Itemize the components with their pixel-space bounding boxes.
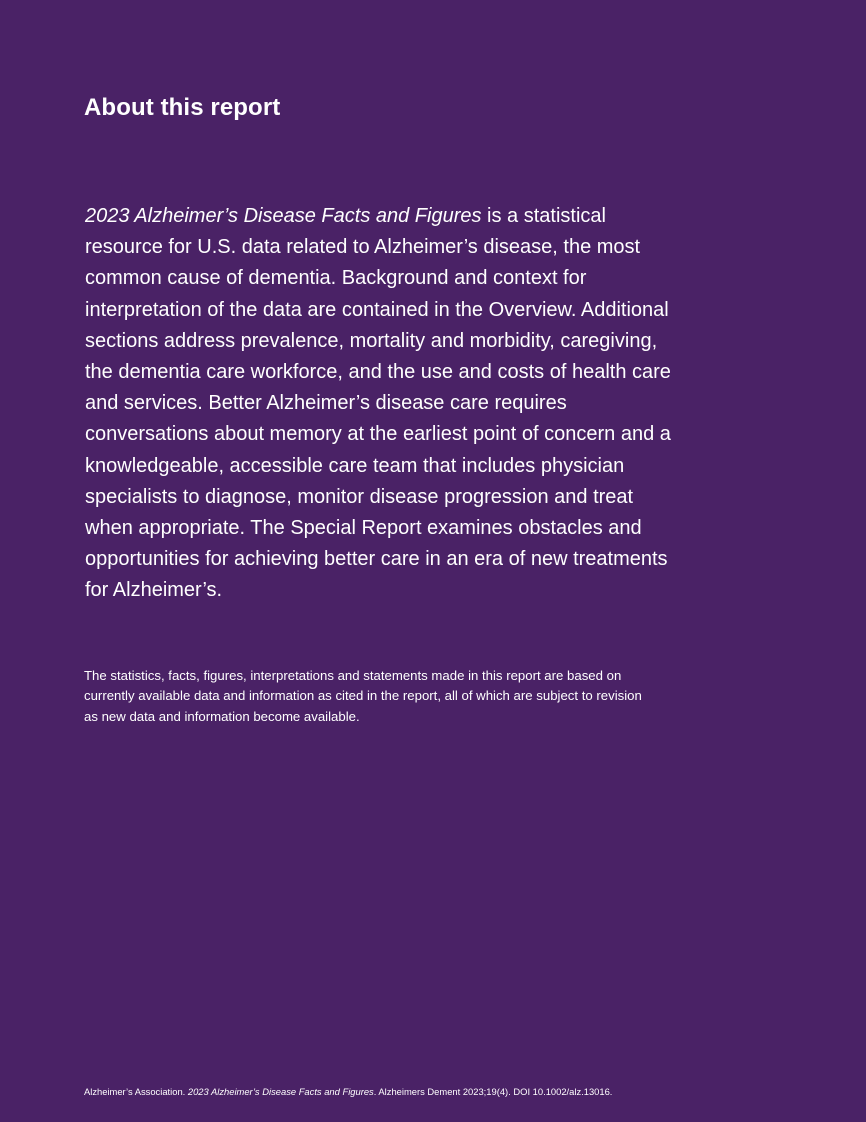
intro-body-text: is a statistical resource for U.S. data related to Alzheimer’s disease, the most common cause of dementia. Background and context for interpretation of the data are contained in the Overview. Additional sections address prevalence, mortality and morbidity, caregiving, the dementia care workforce, and the use and costs of health care and services. Better Alzheimer’s disease care requires conversations about memory at the earliest point of concern and a knowledgeable, accessible care team that includes physician specialists to diagnose, monitor disease progression and treat when appropriate. The Special Report examines obstacles and opportunities for achieving better care in an era of new treatments for Alzheimer’s. (85, 205, 671, 602)
intro-paragraph (85, 201, 685, 607)
citation-prefix: Alzheimer’s Association. (84, 1086, 188, 1097)
citation-suffix: . Alzheimers Dement 2023;19(4). DOI 10.1002/alz.13016. (373, 1086, 613, 1097)
page-heading: About this report (84, 94, 281, 121)
citation-title: 2023 Alzheimer’s Disease Facts and Figures (187, 1086, 374, 1097)
intro-report-title: 2023 Alzheimer’s Disease Facts and Figures (85, 205, 482, 227)
citation-footer (84, 1085, 804, 1099)
disclaimer-paragraph: The statistics, facts, figures, interpretations and statements made in this report are based on currently available data and information as cited in the report, all of which are subject to revision as new data and information become available. (84, 668, 642, 724)
